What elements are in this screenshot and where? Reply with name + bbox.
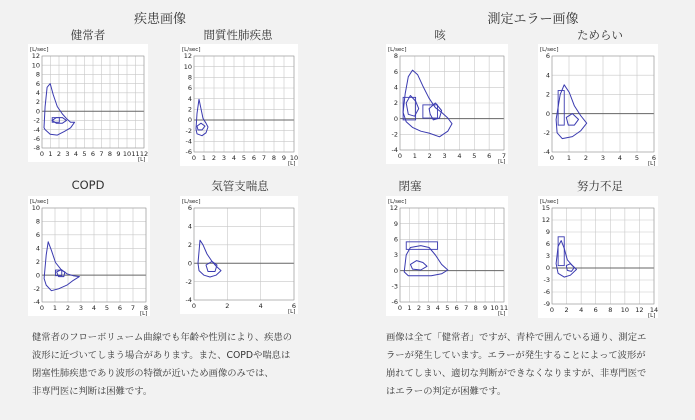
x-tick-label: 10 [122, 150, 132, 158]
y-axis-unit: [L/sec] [388, 47, 407, 53]
x-tick-label: 0 [39, 304, 45, 312]
x-tick-label: 12 [635, 306, 644, 314]
disease-description-line: 健常者のフローボリューム曲線でも年齢や性別により、疾患の [32, 332, 293, 343]
x-tick-label: 9 [281, 154, 287, 162]
y-axis-unit: [L/sec] [388, 199, 407, 205]
y-tick-label: 2 [393, 99, 398, 108]
y-tick-label: 3 [393, 251, 398, 260]
x-tick-label: 11 [499, 304, 509, 312]
y-tick-label: 8 [35, 217, 40, 226]
y-tick-label: 12 [31, 52, 40, 61]
flow-volume-curve [406, 96, 419, 117]
y-tick-label: 6 [35, 79, 40, 88]
y-axis-unit: [L/sec] [540, 47, 559, 53]
x-tick-label: 5 [445, 304, 450, 312]
x-tick-label: 7 [501, 152, 507, 160]
x-axis-unit: [L] [648, 313, 656, 319]
x-tick-label: 2 [564, 306, 569, 314]
x-tick-label: 2 [225, 302, 230, 310]
y-tick-label: -6 [33, 135, 40, 143]
x-tick-label: 1 [52, 304, 58, 312]
x-tick-label: 5 [82, 150, 87, 158]
y-tick-label: 8 [393, 52, 398, 61]
y-tick-label: 2 [35, 257, 40, 266]
x-tick-label: 3 [426, 304, 431, 312]
x-tick-label: 2 [583, 154, 589, 162]
y-tick-label: 0 [393, 266, 398, 275]
x-tick-label: 3 [221, 154, 227, 162]
y-tick-label: 6 [393, 67, 398, 76]
x-tick-label: 6 [117, 304, 123, 312]
x-tick-label: 14 [649, 306, 659, 314]
y-tick-label: -4 [185, 137, 192, 146]
x-tick-label: 10 [289, 154, 299, 162]
y-tick-label: 0 [393, 114, 398, 123]
error-highlight-box [558, 91, 564, 126]
x-tick-label: 7 [99, 150, 104, 158]
y-tick-label: 2 [35, 98, 40, 107]
chart-caption-cough: 咳 [434, 28, 446, 42]
x-axis-unit: [L] [498, 311, 506, 317]
x-tick-label: 3 [78, 304, 84, 312]
flow-volume-chart-insufficient-effort [538, 196, 658, 318]
flow-volume-chart-asthma [180, 196, 298, 314]
y-tick-label: 2 [187, 241, 192, 249]
y-tick-label: 3 [545, 252, 550, 261]
y-tick-label: -4 [185, 296, 192, 305]
y-tick-label: -4 [33, 298, 40, 307]
y-axis-unit: [L/sec] [182, 199, 201, 205]
y-tick-label: 6 [187, 204, 192, 213]
y-tick-label: 12 [541, 216, 550, 225]
y-tick-label: 12 [183, 52, 192, 61]
error-description-line: ラーが発生しています。エラーが発生することによって波形が [386, 350, 646, 361]
y-tick-label: -4 [543, 148, 550, 157]
y-tick-label: 6 [545, 240, 550, 249]
y-tick-label: 4 [35, 89, 40, 97]
flow-volume-chart-interstitial [180, 44, 298, 166]
x-tick-label: 0 [39, 150, 45, 158]
x-tick-label: 7 [130, 304, 136, 312]
y-tick-label: -2 [185, 277, 192, 286]
x-tick-label: 0 [191, 302, 197, 310]
y-tick-label: -4 [33, 125, 40, 134]
y-tick-label: 6 [393, 235, 398, 244]
y-tick-label: 6 [187, 84, 192, 93]
flow-volume-curve [404, 246, 448, 276]
y-tick-label: -3 [391, 282, 398, 291]
flow-volume-chart-cough [386, 44, 508, 164]
x-tick-label: 1 [407, 304, 412, 312]
y-axis-unit: [L/sec] [30, 199, 49, 205]
y-tick-label: 0 [545, 109, 550, 118]
x-tick-label: 4 [258, 302, 263, 310]
y-tick-label: 0 [187, 116, 192, 125]
error-description-line: はエラーの判定が困難です。 [386, 386, 507, 397]
x-tick-label: 2 [65, 304, 71, 312]
x-tick-label: 4 [73, 150, 79, 158]
y-tick-label: 9 [393, 219, 398, 228]
x-tick-label: 12 [139, 150, 149, 158]
x-tick-label: 5 [104, 304, 110, 312]
x-axis-unit: [L] [138, 157, 146, 163]
y-tick-label: 10 [31, 61, 40, 70]
chart-caption-obstruction: 閉塞 [398, 179, 422, 193]
error-highlight-box [403, 97, 415, 120]
x-tick-label: 6 [651, 154, 657, 162]
y-tick-label: 0 [545, 264, 550, 273]
flow-volume-chart-copd [28, 196, 150, 316]
y-tick-label: 8 [187, 73, 192, 82]
disease-description-line: 非専門医に判断は困難です。 [32, 386, 153, 397]
x-tick-label: 7 [261, 154, 267, 162]
x-tick-label: 5 [472, 152, 477, 160]
y-tick-label: -2 [33, 284, 40, 293]
y-tick-label: 6 [35, 231, 40, 240]
x-tick-label: 1 [48, 150, 53, 158]
x-axis-unit: [L] [498, 159, 506, 165]
x-tick-label: 5 [241, 154, 247, 162]
y-tick-label: -6 [543, 288, 550, 297]
x-tick-label: 3 [600, 154, 606, 162]
plot-frame [194, 208, 294, 300]
x-tick-label: 7 [464, 304, 469, 312]
x-tick-label: 6 [291, 302, 297, 310]
x-tick-label: 1 [201, 154, 207, 162]
x-tick-label: 3 [65, 150, 70, 158]
error-description-line: 画像は全て「健常者」ですが、青枠で囲んでいる通り、測定エ [386, 332, 647, 343]
y-tick-label: 0 [187, 259, 192, 268]
disease-description-line: 閉塞性肺疾患であり波形の特徴が近いため画像のみでは、 [32, 368, 274, 379]
x-tick-label: 6 [454, 304, 459, 312]
y-tick-label: 4 [187, 94, 192, 103]
x-tick-label: 4 [435, 304, 440, 312]
y-tick-label: 2 [545, 90, 550, 99]
x-tick-label: 10 [620, 306, 629, 314]
x-tick-label: 9 [483, 304, 488, 312]
chart-caption-insufficient-effort: 努力不足 [577, 179, 623, 193]
y-tick-label: -2 [391, 130, 398, 139]
x-tick-label: 4 [617, 154, 623, 162]
y-tick-label: 9 [545, 228, 550, 237]
x-tick-label: 1 [412, 152, 417, 160]
flow-volume-curve [556, 85, 587, 139]
disease-section-title: 疾患画像 [133, 12, 187, 27]
x-tick-label: 2 [427, 152, 432, 160]
disease-description [32, 329, 292, 401]
x-axis-unit: [L] [288, 309, 296, 315]
x-tick-label: 4 [91, 304, 97, 312]
y-tick-label: -8 [33, 144, 40, 153]
y-tick-label: 12 [389, 204, 398, 213]
x-tick-label: 0 [549, 154, 555, 162]
x-tick-label: 0 [549, 306, 555, 314]
x-tick-label: 5 [634, 154, 640, 162]
y-tick-label: 0 [35, 107, 40, 116]
y-tick-label: -2 [33, 116, 40, 125]
y-tick-label: 2 [187, 105, 192, 114]
x-tick-label: 8 [608, 306, 613, 314]
x-tick-label: 0 [397, 152, 403, 160]
y-axis-unit: [L/sec] [30, 47, 49, 53]
x-tick-label: 0 [191, 154, 197, 162]
x-tick-label: 6 [593, 306, 598, 314]
y-tick-label: -6 [185, 148, 192, 157]
x-tick-label: 8 [107, 150, 113, 158]
x-tick-label: 1 [566, 154, 572, 162]
y-tick-label: 4 [35, 244, 40, 253]
x-tick-label: 6 [487, 152, 492, 160]
x-axis-unit: [L] [288, 161, 296, 167]
y-tick-label: 10 [183, 62, 192, 71]
y-tick-label: 0 [35, 271, 40, 280]
y-tick-label: 15 [541, 204, 550, 213]
x-tick-label: 4 [231, 154, 237, 162]
y-tick-label: 8 [35, 70, 40, 79]
x-tick-label: 2 [56, 150, 62, 158]
error-description-line: 崩れてしまい、適切な判断ができなくなりますが、非専門医で [386, 368, 647, 379]
x-tick-label: 8 [473, 304, 478, 312]
flow-volume-curve [566, 114, 578, 126]
x-tick-label: 3 [442, 152, 447, 160]
error-description [386, 329, 646, 401]
y-tick-label: -4 [391, 146, 398, 155]
chart-caption-copd: COPD [71, 178, 105, 192]
chart-caption-healthy: 健常者 [70, 28, 106, 42]
y-tick-label: 4 [545, 71, 550, 80]
y-tick-label: -2 [543, 129, 550, 137]
y-axis-unit: [L/sec] [182, 47, 201, 53]
disease-description-line: 波形に近づいてしまう場合があります。また、COPDや喘息は [32, 350, 291, 361]
flow-volume-curve [44, 242, 79, 291]
y-tick-label: -6 [391, 298, 398, 307]
flow-volume-chart-healthy [28, 44, 148, 162]
flow-volume-chart-hesitation [538, 44, 658, 166]
x-tick-label: 2 [211, 154, 217, 162]
y-tick-label: 10 [31, 204, 40, 213]
x-tick-label: 0 [397, 304, 403, 312]
y-tick-label: 4 [187, 222, 192, 231]
x-tick-label: 6 [251, 154, 257, 162]
error-section-title: 測定エラー画像 [487, 12, 579, 27]
x-tick-label: 4 [457, 152, 462, 160]
y-tick-label: -9 [543, 300, 550, 309]
y-tick-label: 4 [393, 83, 398, 92]
y-axis-unit: [L/sec] [540, 199, 559, 205]
y-tick-label: 6 [545, 52, 550, 61]
y-tick-label: -2 [185, 126, 192, 135]
x-tick-label: 8 [271, 154, 277, 162]
y-tick-label: -3 [543, 276, 550, 285]
chart-caption-hesitation: ためらい [577, 28, 623, 42]
x-tick-label: 11 [131, 150, 140, 158]
x-tick-label: 2 [416, 304, 421, 312]
x-tick-label: 10 [490, 304, 499, 312]
chart-caption-asthma: 気管支喘息 [211, 179, 269, 193]
x-tick-label: 8 [143, 304, 149, 312]
x-tick-label: 4 [579, 306, 584, 314]
x-axis-unit: [L] [140, 311, 148, 317]
x-tick-label: 9 [116, 150, 121, 158]
x-tick-label: 6 [90, 150, 96, 158]
flow-volume-chart-obstruction [386, 196, 508, 316]
x-axis-unit: [L] [648, 161, 656, 167]
chart-caption-interstitial: 間質性肺疾患 [203, 28, 273, 42]
